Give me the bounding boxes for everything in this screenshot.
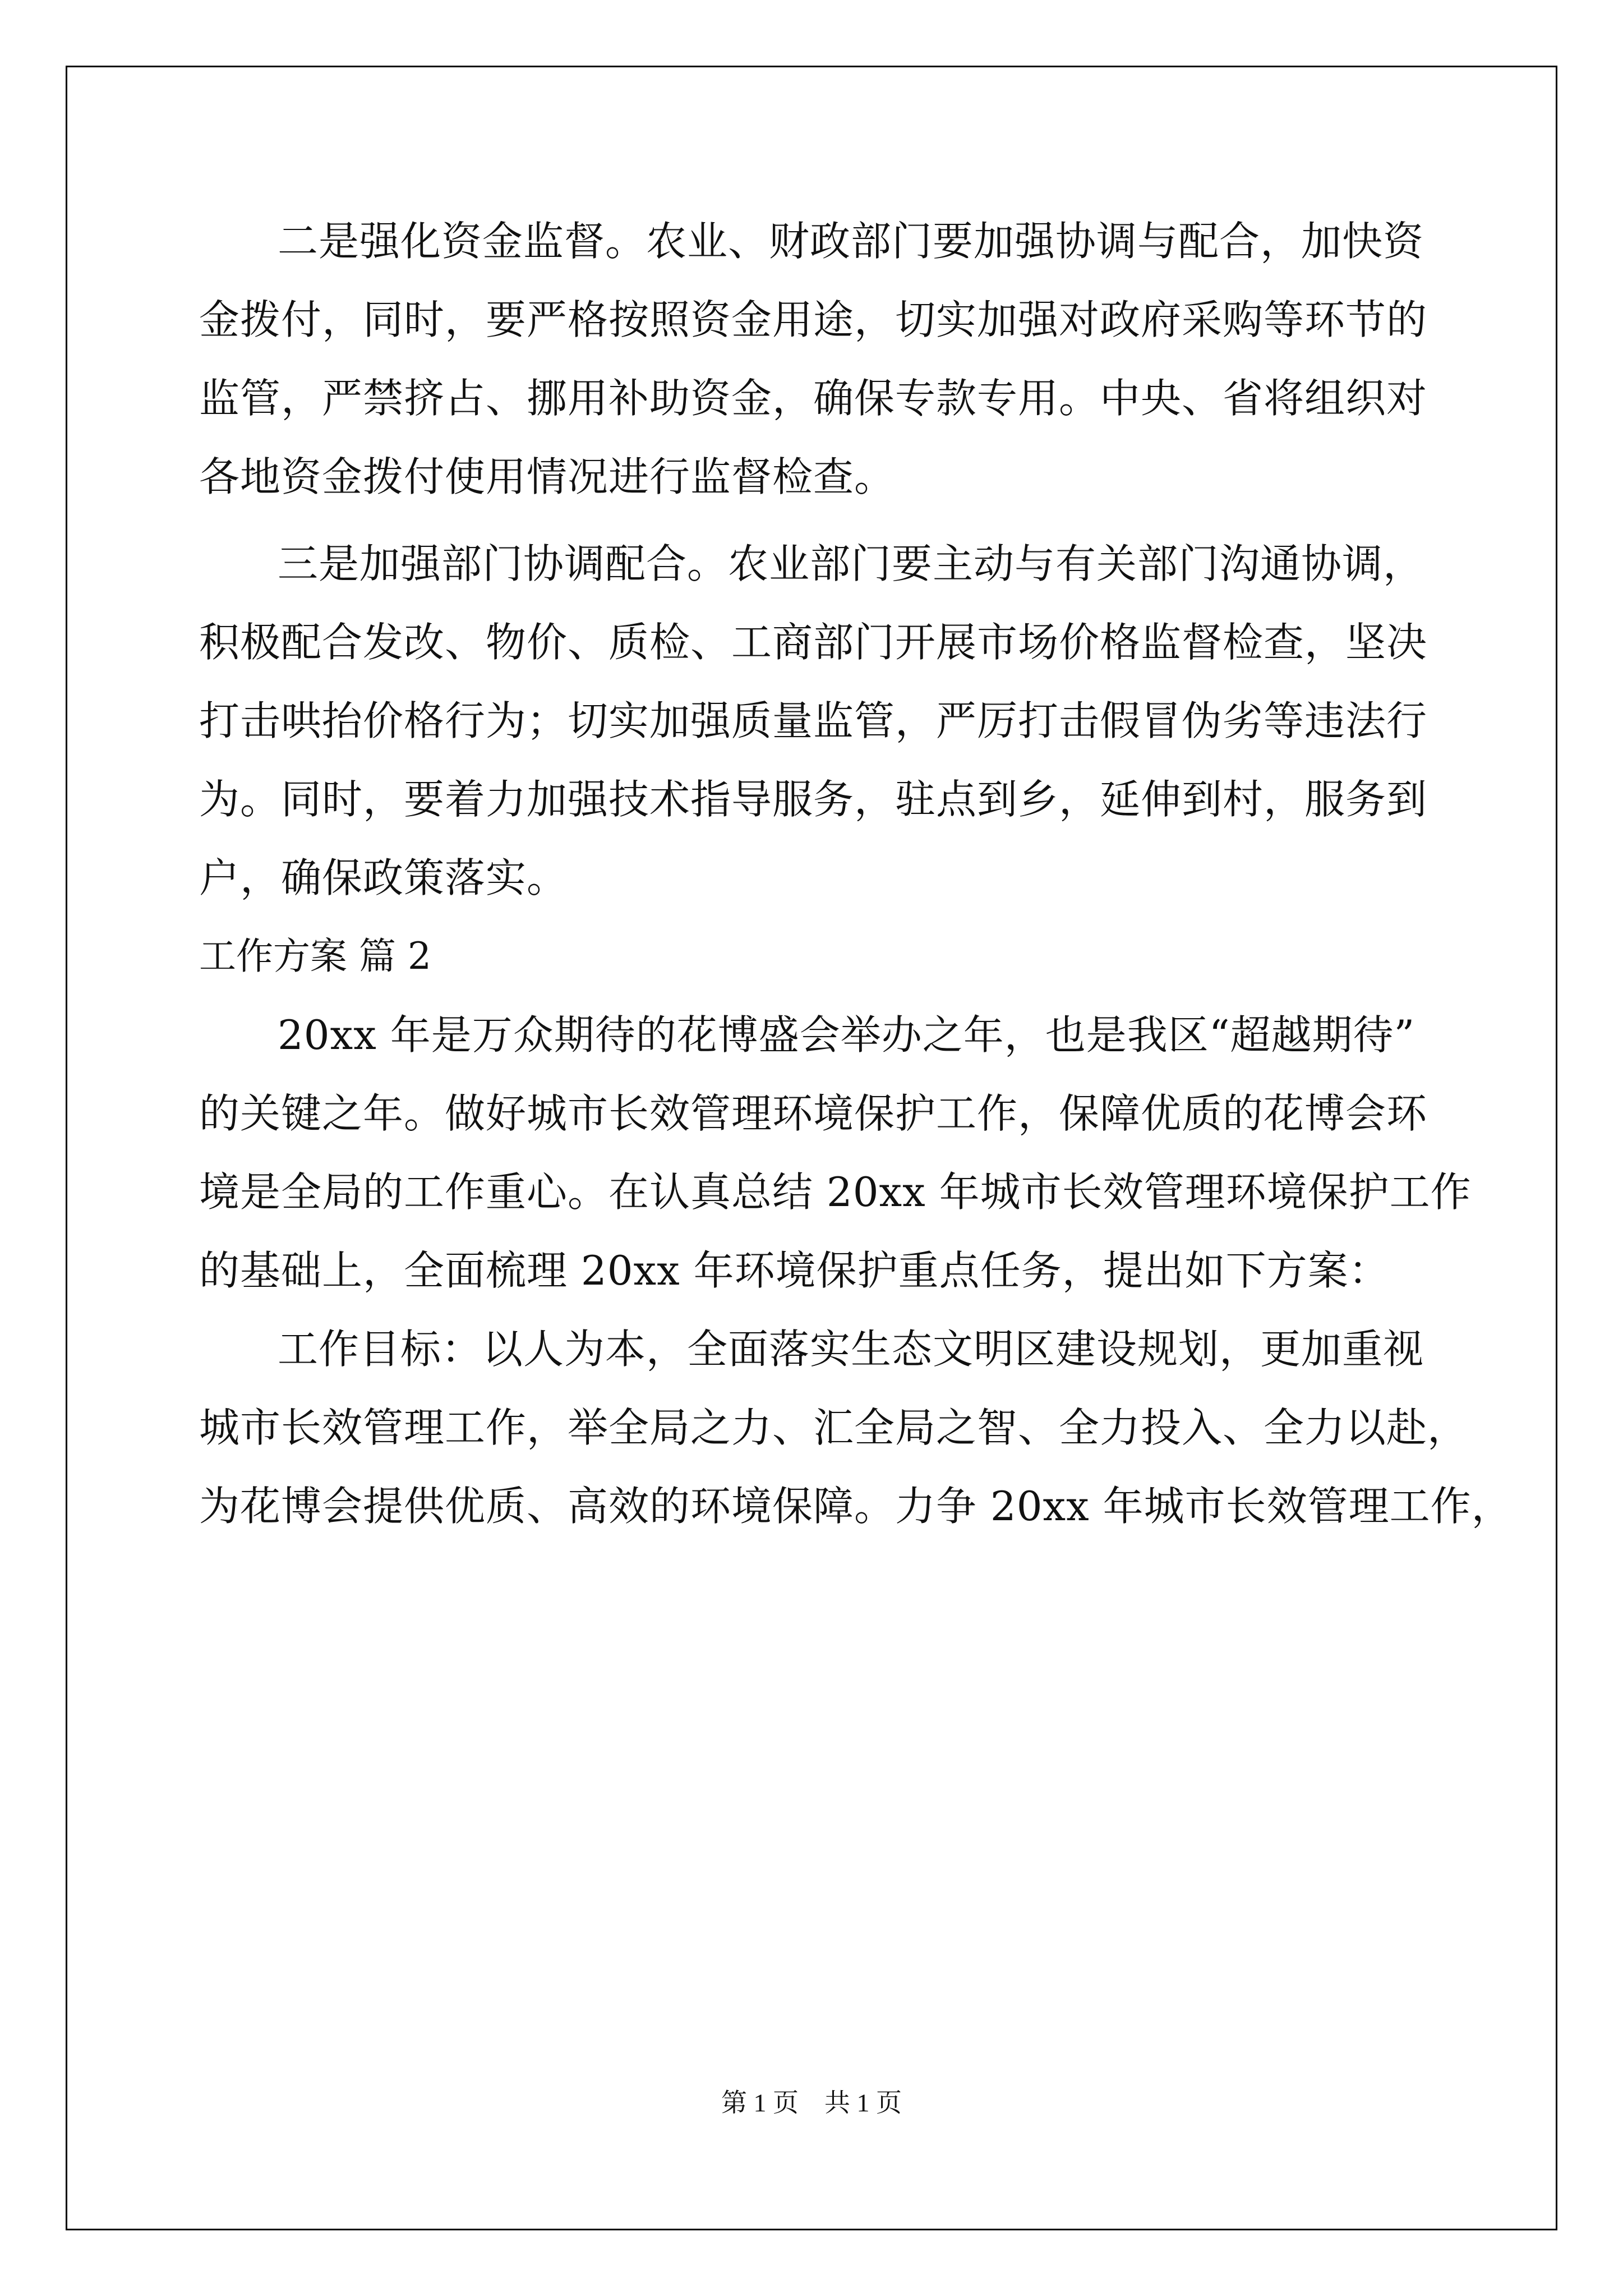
paragraph-line: 户，确保政策落实。	[199, 854, 568, 901]
paragraph-line: 各地资金拨付使用情况进行监督检查。	[199, 453, 896, 500]
paragraph-line: 监管，严禁挤占、挪用补助资金，确保专款专用。中央、省将组织对	[199, 375, 1428, 422]
paragraph-line: 的关键之年。做好城市长效管理环境保护工作，保障优质的花博会环	[199, 1090, 1428, 1137]
paragraph-line: 打击哄抬价格行为；切实加强质量监管，严厉打击假冒伪劣等违法行	[199, 697, 1428, 744]
paragraph-line: 工作目标：以人为本，全面落实生态文明区建设规划，更加重视	[278, 1326, 1424, 1373]
paragraph-line: 的基础上，全面梳理 20xx 年环境保护重点任务，提出如下方案：	[199, 1247, 1390, 1294]
paragraph-line: 积极配合发改、物价、质检、工商部门开展市场价格监督检查，坚决	[199, 619, 1428, 666]
paragraph-line: 境是全局的工作重心。在认真总结 20xx 年城市长效管理环境保护工作	[199, 1168, 1472, 1216]
paragraph-line: 三是加强部门协调配合。农业部门要主动与有关部门沟通协调，	[278, 540, 1424, 587]
paragraph-line: 为。同时，要着力加强技术指导服务，驻点到乡，延伸到村，服务到	[199, 776, 1428, 823]
paragraph-line: 城市长效管理工作，举全局之力、汇全局之智、全力投入、全力以赴，	[199, 1404, 1469, 1451]
section-heading: 工作方案 篇 2	[199, 935, 431, 978]
page-number-footer: 第 1 页 共 1 页	[721, 2088, 902, 2117]
paragraph-line: 为花博会提供优质、高效的环境保障。力争 20xx 年城市长效管理工作，	[199, 1483, 1513, 1530]
paragraph-line: 20xx 年是万众期待的花博盛会举办之年，也是我区“超越期待”	[278, 1011, 1415, 1059]
paragraph-line: 金拨付，同时，要严格按照资金用途，切实加强对政府采购等环节的	[199, 296, 1428, 343]
paragraph-line: 二是强化资金监督。农业、财政部门要加强协调与配合，加快资	[278, 218, 1424, 265]
